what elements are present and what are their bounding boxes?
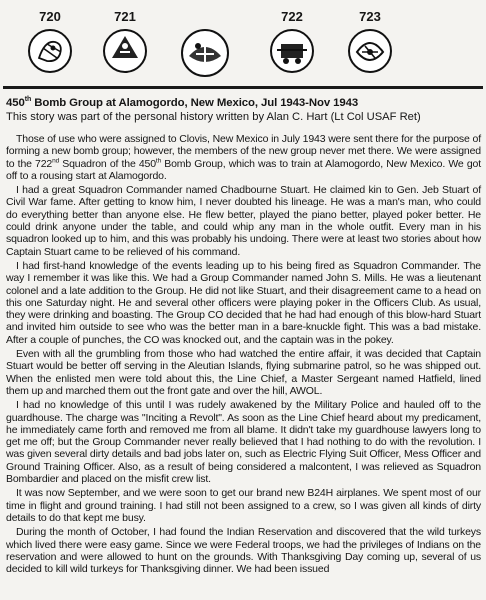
title-prefix: 450 (6, 97, 25, 109)
badge-number: 722 (281, 9, 303, 24)
paragraph-text: Bomb Group, which was to train at Alamogordo, New Mexico. We got off to a rousing start at Alamogordo. (6, 157, 481, 182)
badge-number: 723 (359, 9, 381, 24)
paragraph: Even with all the grumbling from those who had watched the entire affair, it was decided that Captain Stuart would be better off serving in the Aleutian Islands, flying submarine patrol, so he was shipped out. When the enlisted men were told about this, the Line Chief, a Master Sergeant named Hatfield, lined them up and marched them out the front gate and over the hill, AWOL. (6, 348, 481, 397)
paragraph: It was now September, and we were soon to get our brand new B24H airplanes. We spent most of our time in flight and ground training. I had still not been assigned to a crew, so I was given all kinds of dirty details to do that kept me busy. (6, 487, 481, 524)
badge-number (175, 8, 235, 26)
squadron-insignia-723-icon (347, 28, 393, 74)
paragraph: I had a great Squadron Commander named Chadbourne Stuart. He claimed kin to Gen. Jeb Stuart of Civil War fame. After getting to know him, I never doubted his lineage. He was a man's man, who could do everything better than anyone else. He flew better, played the piano better, played poker better. He could drink anyone under the table, and could whip any man in the whole outfit. Every man in his squadron looked up to him, and this was probably his undoing. There were at least two stories about how Captain Stuart came to be relieved of his command. (6, 184, 481, 258)
paragraph: I had first-hand knowledge of the events leading up to his being fired as Squadron Commander. The way I remember it was like this. We had a Group Commander named John S. Mills. He was a lieutenant colonel and a late addition to the Group. He did not like Stuart, and their disagreement came to a head on this one Saturday night. He and several other officers were playing poker in the Officers Club. As usual, they were drinking and boasting. The Group CO decided that he had had enough of this blow-hard Stuart and invited him outside to see who was the better man in a bare-knuckle fight. This was a bad mistake. After a couple of punches, the CO was knocked out, and the captain was in the pokey. (6, 259, 481, 346)
badge-722 (262, 0, 322, 74)
badge-number: 721 (114, 9, 136, 24)
badge-723 (340, 0, 400, 74)
badge-721 (95, 0, 155, 74)
squadron-insignia-row (0, 0, 486, 92)
badge-group (175, 0, 235, 78)
squadron-insignia-721-icon (102, 28, 148, 74)
paragraph-text: Squadron of the 450 (59, 157, 156, 170)
page-title (6, 96, 484, 110)
badge-number: 720 (39, 9, 61, 24)
squadron-insignia-722-icon (269, 28, 315, 74)
ordinal-suffix: nd (52, 157, 60, 165)
paragraph-text: Those of use who were assigned to Clovis, New Mexico in July 1943 were sent there for the purpose of forming a new bomb group; however, the members of the new group never met there. We were assigned to the 722 (6, 133, 481, 170)
header-divider (3, 86, 483, 89)
ordinal-suffix: th (155, 157, 162, 165)
title-text: Bomb Group at Alamogordo, New Mexico, Jul 1943-Nov 1943 (31, 97, 359, 109)
paragraph: I had no knowledge of this until I was rudely awakened by the Military Police and hauled off to the guardhouse. The charge was "Inciting a Revolt". As soon as the Line Chief heard about my predicament, he immediately came forth and removed me from all blame. It didn't take my guardhouse lawyers long to get me off; but the Group Commander never really believed that I had nothing to do with the revolution. I was given several dirty details and bad jobs later on, such as Electric Flying Suit Officer, Mess Officer and Ground Training Officer. Also, as a result of being considered a malcontent, I was relieved as Squadron Bombardier and placed on the misfit crew list. (6, 399, 481, 486)
group-insignia-icon (180, 28, 230, 78)
article-body (6, 133, 481, 577)
title-ordinal: th (24, 96, 32, 104)
paragraph: During the month of October, I had found the Indian Reservation and discovered that the wild turkeys which lived there were easy game. Since we were Federal troops, we had the privileges of Indians on the reservation and were allowed to hunt on the grounds. With Thanksgiving Day coming up, several of us decided to kill wild turkeys for Thanksgiving dinner. We had been issued (6, 526, 481, 576)
page-subtitle: This story was part of the personal history written by Alan C. Hart (Lt Col USAF Ret) (6, 111, 421, 123)
squadron-insignia-720-icon (27, 28, 73, 74)
badge-720 (20, 0, 80, 74)
paragraph (6, 133, 481, 182)
